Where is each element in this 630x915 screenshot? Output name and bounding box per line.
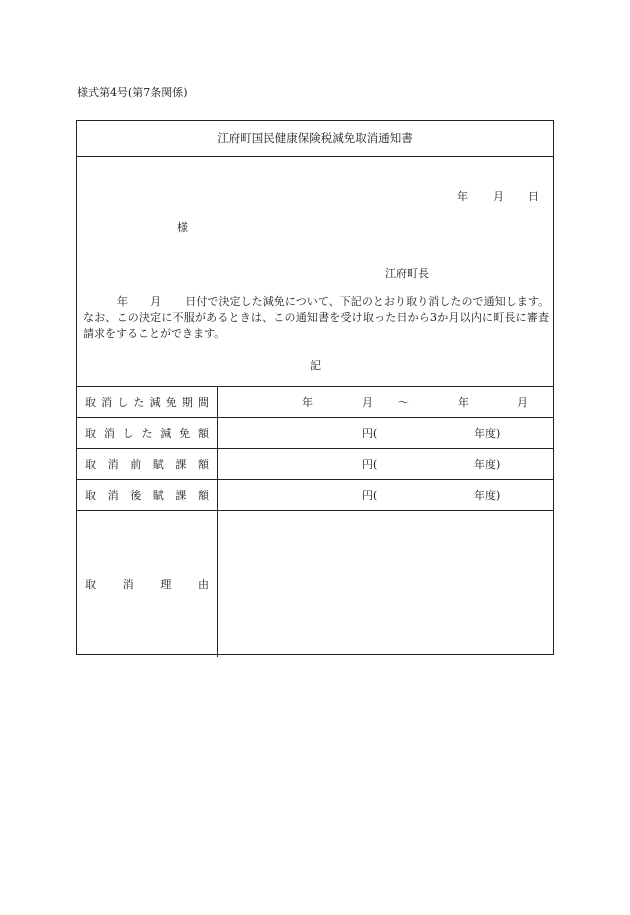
table-row-post-cancel-assessment: [77, 479, 553, 510]
post-cancel-value-cell: [218, 480, 553, 510]
label-char: 免: [179, 427, 191, 440]
label-char: 減: [160, 427, 172, 440]
label-cell: [77, 387, 218, 417]
label-char: た: [133, 396, 145, 409]
label-char: 取: [85, 458, 96, 471]
details-table: [77, 386, 553, 657]
label-char: 免: [165, 396, 177, 409]
label-char: 後: [130, 489, 142, 502]
form-number: 様式第4号(第7条関係): [77, 86, 188, 99]
cancel-reason-value-cell: [218, 511, 553, 657]
label-char: 消: [107, 489, 119, 502]
label-char: 前: [130, 458, 142, 471]
notice-form: [76, 120, 554, 655]
period-end-month: 月: [517, 396, 528, 409]
notice-body: [83, 294, 549, 342]
body-year: 年: [117, 295, 129, 308]
label-cell: [77, 449, 218, 479]
label-char: 取: [85, 489, 96, 502]
label-char: 取: [85, 427, 96, 440]
table-row-pre-cancel-assessment: [77, 448, 553, 479]
label-char: 消: [103, 427, 115, 440]
issuer-name: 江府町長: [385, 267, 429, 280]
label-cell: [77, 418, 218, 448]
label-cell: [77, 511, 218, 657]
period-end-year: 年: [458, 396, 469, 409]
yen-label: 円(: [362, 489, 378, 502]
label-char: し: [122, 427, 134, 440]
label-char: 由: [197, 578, 209, 591]
period-start-month: 月: [362, 396, 373, 409]
label-char: 消: [107, 458, 119, 471]
label-char: 課: [175, 458, 187, 471]
label-cell: [77, 480, 218, 510]
label-char: 消: [101, 396, 113, 409]
label-char: 賦: [152, 489, 164, 502]
label-char: た: [141, 427, 153, 440]
label-char: 額: [197, 458, 209, 471]
label-char: 額: [197, 427, 209, 440]
date-month-label: 月: [493, 190, 504, 203]
label-char: 課: [175, 489, 187, 502]
yen-label: 円(: [362, 458, 378, 471]
pre-cancel-value-cell: [218, 449, 553, 479]
label-char: し: [117, 396, 129, 409]
label-char: 減: [149, 396, 161, 409]
yen-label: 円(: [362, 427, 378, 440]
period-value-cell: [218, 387, 553, 417]
label-char: 期: [181, 396, 193, 409]
label-char: 消: [122, 578, 134, 591]
reduction-amount-value-cell: [218, 418, 553, 448]
body-text: 日付で決定した減免について、下記のとおり取り消したので通知します。なお、この決定に不服があるときは、この通知書を受け取った日から3か月以内に町長に審査請求をすることができます。: [83, 295, 550, 340]
label-char: 理: [160, 578, 172, 591]
fiscal-year-label: 年度): [474, 489, 501, 502]
ki-label: 記: [310, 359, 321, 372]
date-year-label: 年: [457, 190, 468, 203]
label-char: 額: [197, 489, 209, 502]
date-day-label: 日: [528, 190, 539, 203]
label-char: 取: [85, 396, 96, 409]
table-row-period: [77, 386, 553, 417]
addressee-suffix: 様: [177, 221, 188, 234]
label-char: 間: [197, 396, 209, 409]
table-row-cancel-reason: [77, 510, 553, 657]
label-char: 取: [85, 578, 96, 591]
period-tilde: 〜: [398, 396, 409, 409]
body-month: 月: [150, 295, 162, 308]
fiscal-year-label: 年度): [474, 458, 501, 471]
label-char: 賦: [152, 458, 164, 471]
fiscal-year-label: 年度): [474, 427, 501, 440]
period-start-year: 年: [302, 396, 313, 409]
form-title: 江府町国民健康保険税減免取消通知書: [77, 121, 553, 157]
table-row-reduction-amount: [77, 417, 553, 448]
